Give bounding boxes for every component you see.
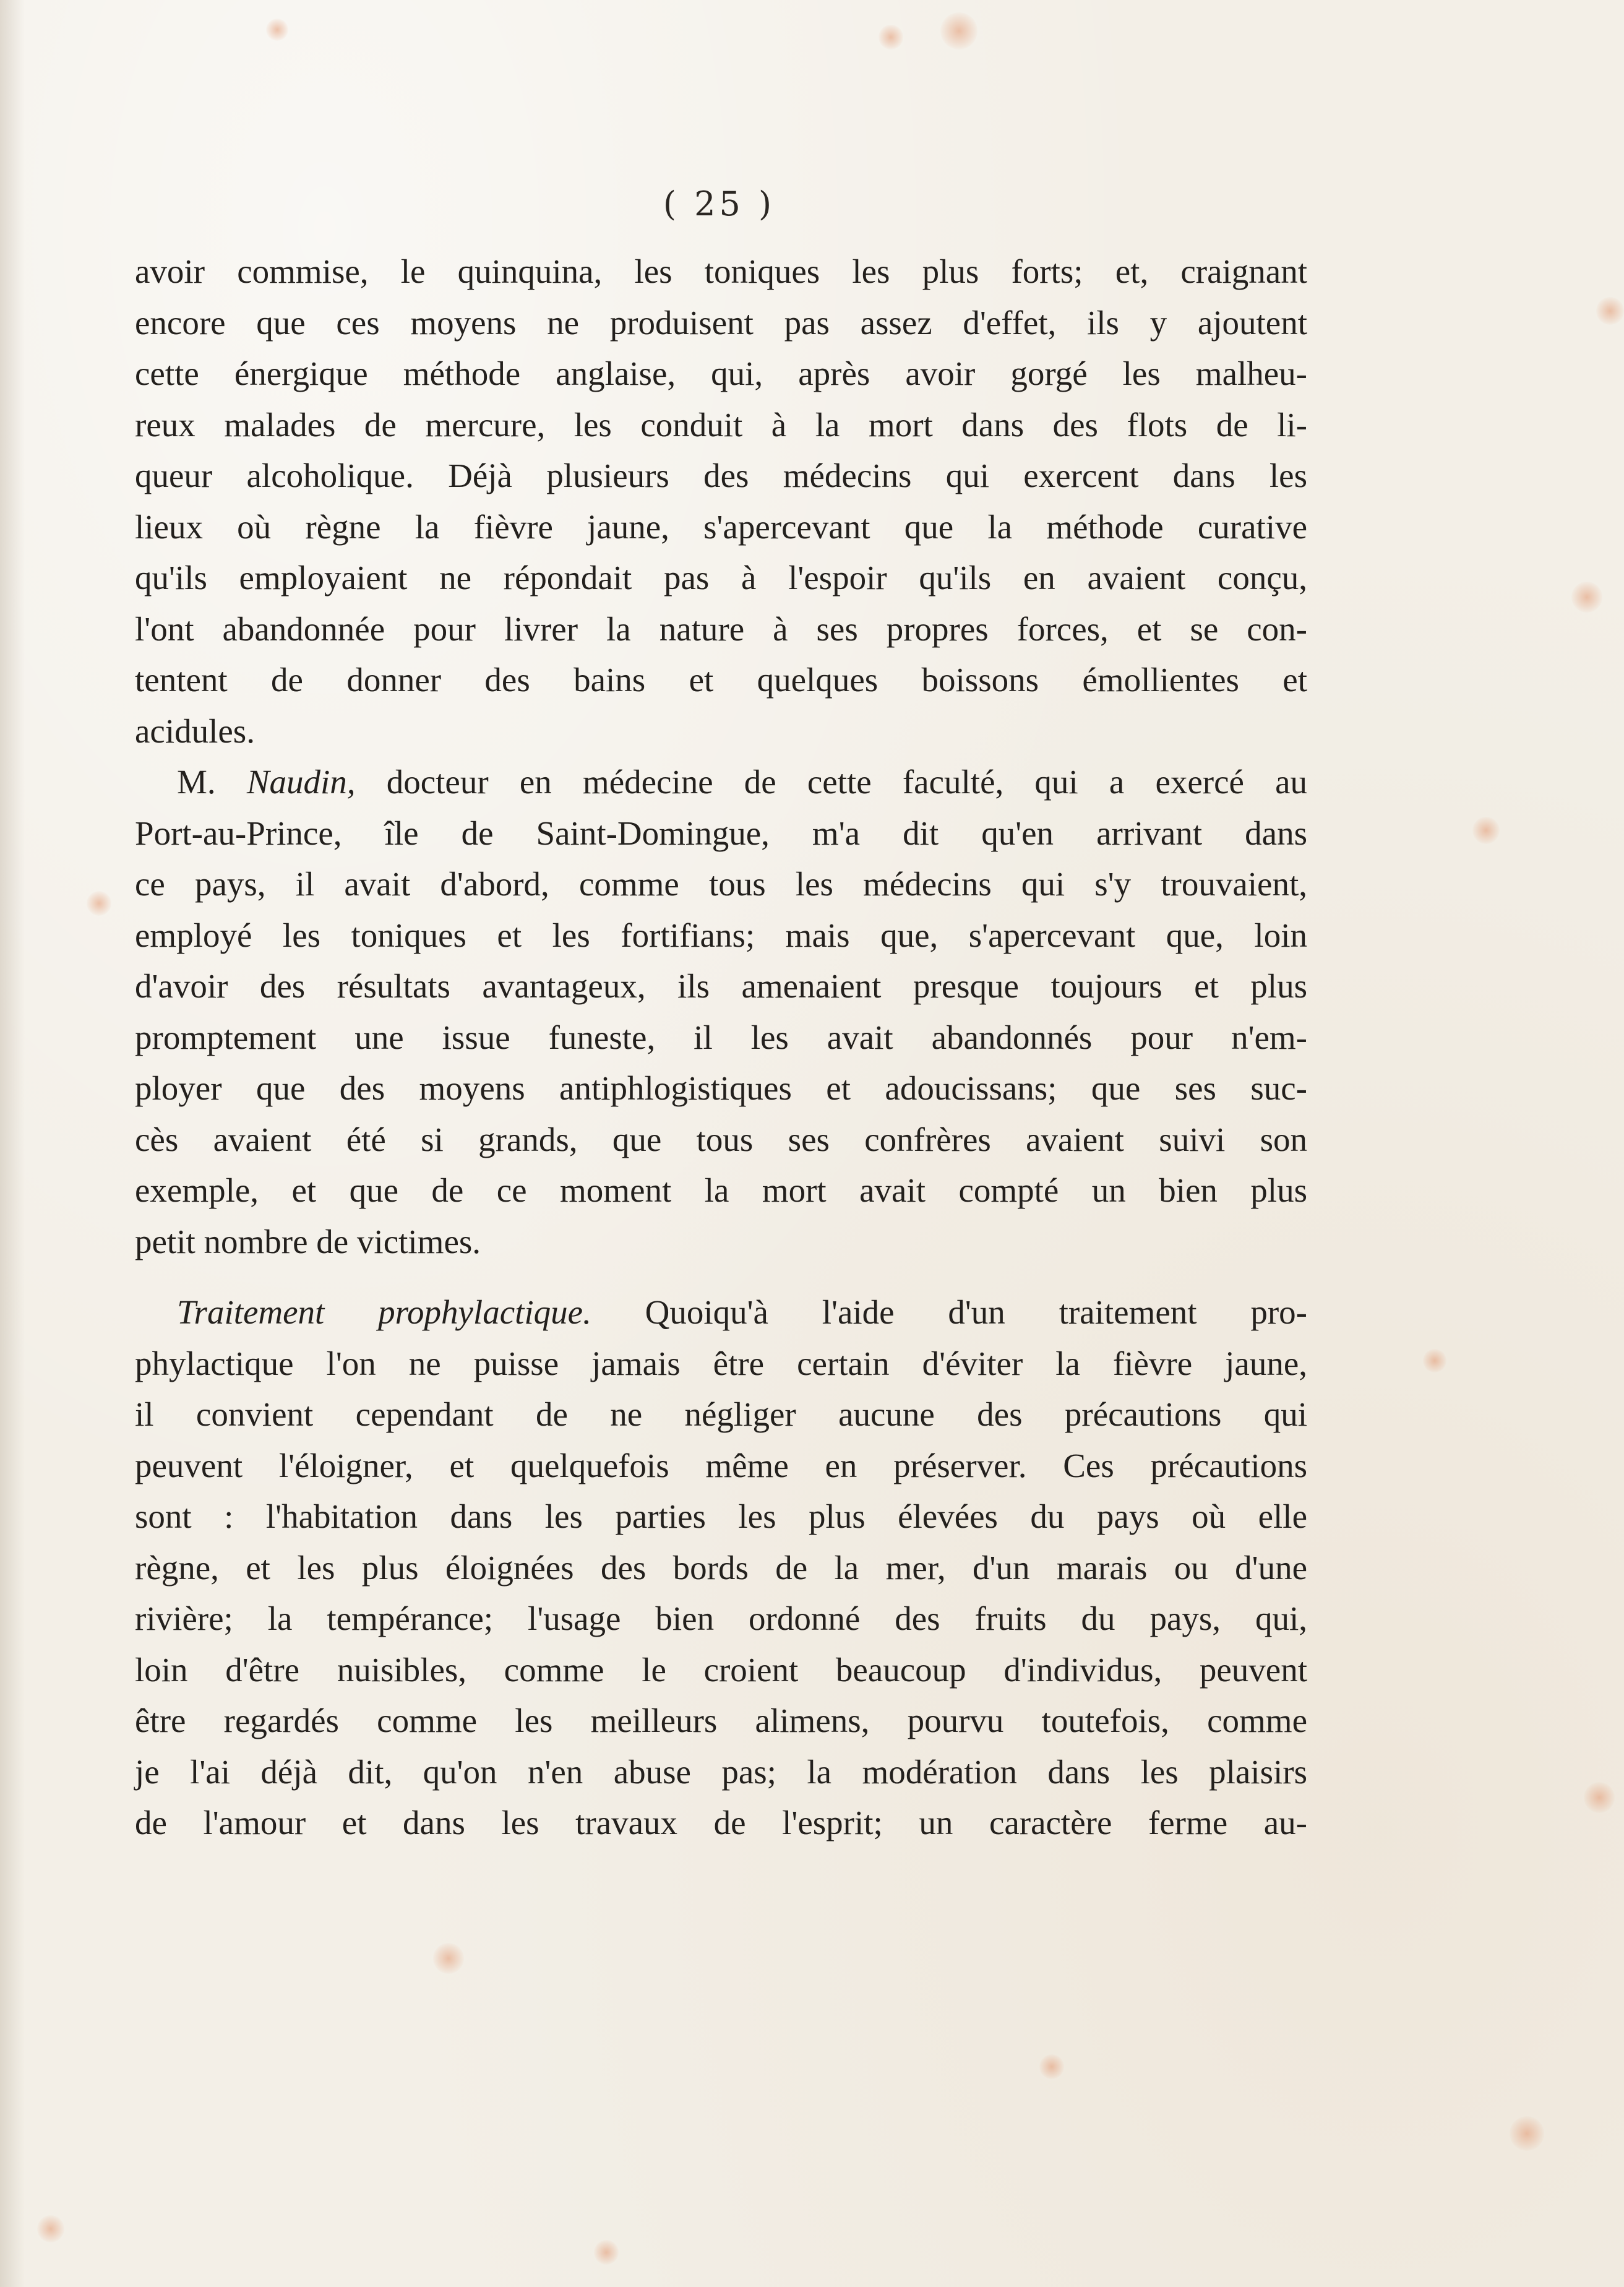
text-line: règne, et les plus éloignées des bords de la mer, d'un marais ou d'une (135, 1548, 1307, 1587)
text-line (135, 757, 1307, 808)
foxing-stain (1510, 2116, 1544, 2151)
text-line: cette énergique méthode anglaise, qui, après avoir gorgé les malheu- (135, 355, 1307, 392)
foxing-stain (433, 1943, 464, 1974)
text-line (135, 1287, 1307, 1338)
foxing-stain (37, 2215, 64, 2242)
text-line: de l'amour et dans les travaux de l'esprit; un caractère ferme au- (135, 1804, 1307, 1841)
paragraph (135, 1287, 1307, 1849)
text-line: employé les toniques et les fortifians; mais que, s'apercevant que, loin (135, 916, 1307, 954)
text-line: loin d'être nuisibles, comme le croient beaucoup d'individus, peuvent (135, 1650, 1307, 1689)
paragraph (135, 246, 1307, 757)
text-line: petit nombre de victimes. (135, 1222, 481, 1260)
paragraph-gap (135, 1267, 1307, 1287)
text-line: lieux où règne la fièvre jaune, s'apercevant que la méthode curative (135, 507, 1307, 546)
foxing-stain (594, 2240, 619, 2265)
text-line: encore que ces moyens ne produisent pas assez d'effet, ils y ajoutent (135, 303, 1307, 342)
text-line: qu'ils employaient ne répondait pas à l'espoir qu'ils en avaient conçu, (135, 559, 1307, 597)
line-rest: docteur en médecine de cette faculté, qui a exercé au (355, 763, 1307, 801)
line-rest: Quoiqu'à l'aide d'un traitement pro- (591, 1293, 1307, 1331)
foxing-stain (266, 19, 288, 41)
body-text (135, 246, 1307, 1849)
text-line: être regardés comme les meilleurs alimens, pourvu toutefois, comme (135, 1702, 1307, 1739)
text-line: sont : l'habitation dans les parties les plus élevées du pays où elle (135, 1497, 1307, 1535)
foxing-stain (1039, 2054, 1064, 2079)
person-name: Naudin, (246, 763, 356, 801)
paragraph (135, 757, 1307, 1267)
text-line: phylactique l'on ne puisse jamais être certain d'éviter la fièvre jaune, (135, 1344, 1307, 1382)
section-heading: Traitement prophylactique. (177, 1293, 591, 1331)
text-line: acidules. (135, 712, 255, 750)
text-line: l'ont abandonnée pour livrer la nature à ses propres forces, et se con- (135, 609, 1307, 648)
foxing-stain (940, 12, 977, 50)
text-line: rivière; la tempérance; l'usage bien ordonné des fruits du pays, qui, (135, 1600, 1307, 1637)
text-line: ployer que des moyens antiphlogistiques et adoucissans; que ses suc- (135, 1069, 1307, 1107)
text-line: exemple, et que de ce moment la mort avait compté un bien plus (135, 1171, 1307, 1209)
foxing-stain (1571, 582, 1602, 613)
foxing-stain (1596, 297, 1624, 325)
text-line: reux malades de mercure, les conduit à la mort dans des flots de li- (135, 405, 1307, 444)
foxing-stain (87, 891, 111, 916)
page-number: ( 25 ) (663, 184, 776, 223)
text-line: avoir commise, le quinquina, les toniques les plus forts; et, craignant (135, 252, 1307, 290)
text-line: ce pays, il avait d'abord, comme tous les médecins qui s'y trouvaient, (135, 865, 1307, 903)
text-line: peuvent l'éloigner, et quelquefois même en préserver. Ces précautions (135, 1446, 1307, 1484)
text-line: d'avoir des résultats avantageux, ils amenaient presque toujours et plus (135, 967, 1307, 1005)
text-line: il convient cependant de ne négliger aucune des précautions qui (135, 1395, 1307, 1433)
foxing-stain (879, 25, 903, 50)
text-line: cès avaient été si grands, que tous ses confrères avaient suivi son (135, 1120, 1307, 1158)
honorific: M. (177, 763, 247, 801)
text-line: Port-au-Prince, île de Saint-Domingue, m'a dit qu'en arrivant dans (135, 814, 1307, 852)
page-gutter-shadow (0, 0, 25, 2287)
foxing-stain (1472, 817, 1500, 844)
text-line: tentent de donner des bains et quelques boissons émollientes et (135, 661, 1307, 699)
foxing-stain (1584, 1782, 1615, 1813)
text-line: queur alcoholique. Déjà plusieurs des médecins qui exercent dans les (135, 457, 1307, 494)
text-line: je l'ai déjà dit, qu'on n'en abuse pas; la modération dans les plaisirs (135, 1752, 1307, 1791)
text-line: promptement une issue funeste, il les avait abandonnés pour n'em- (135, 1018, 1307, 1056)
foxing-stain (1423, 1349, 1446, 1372)
